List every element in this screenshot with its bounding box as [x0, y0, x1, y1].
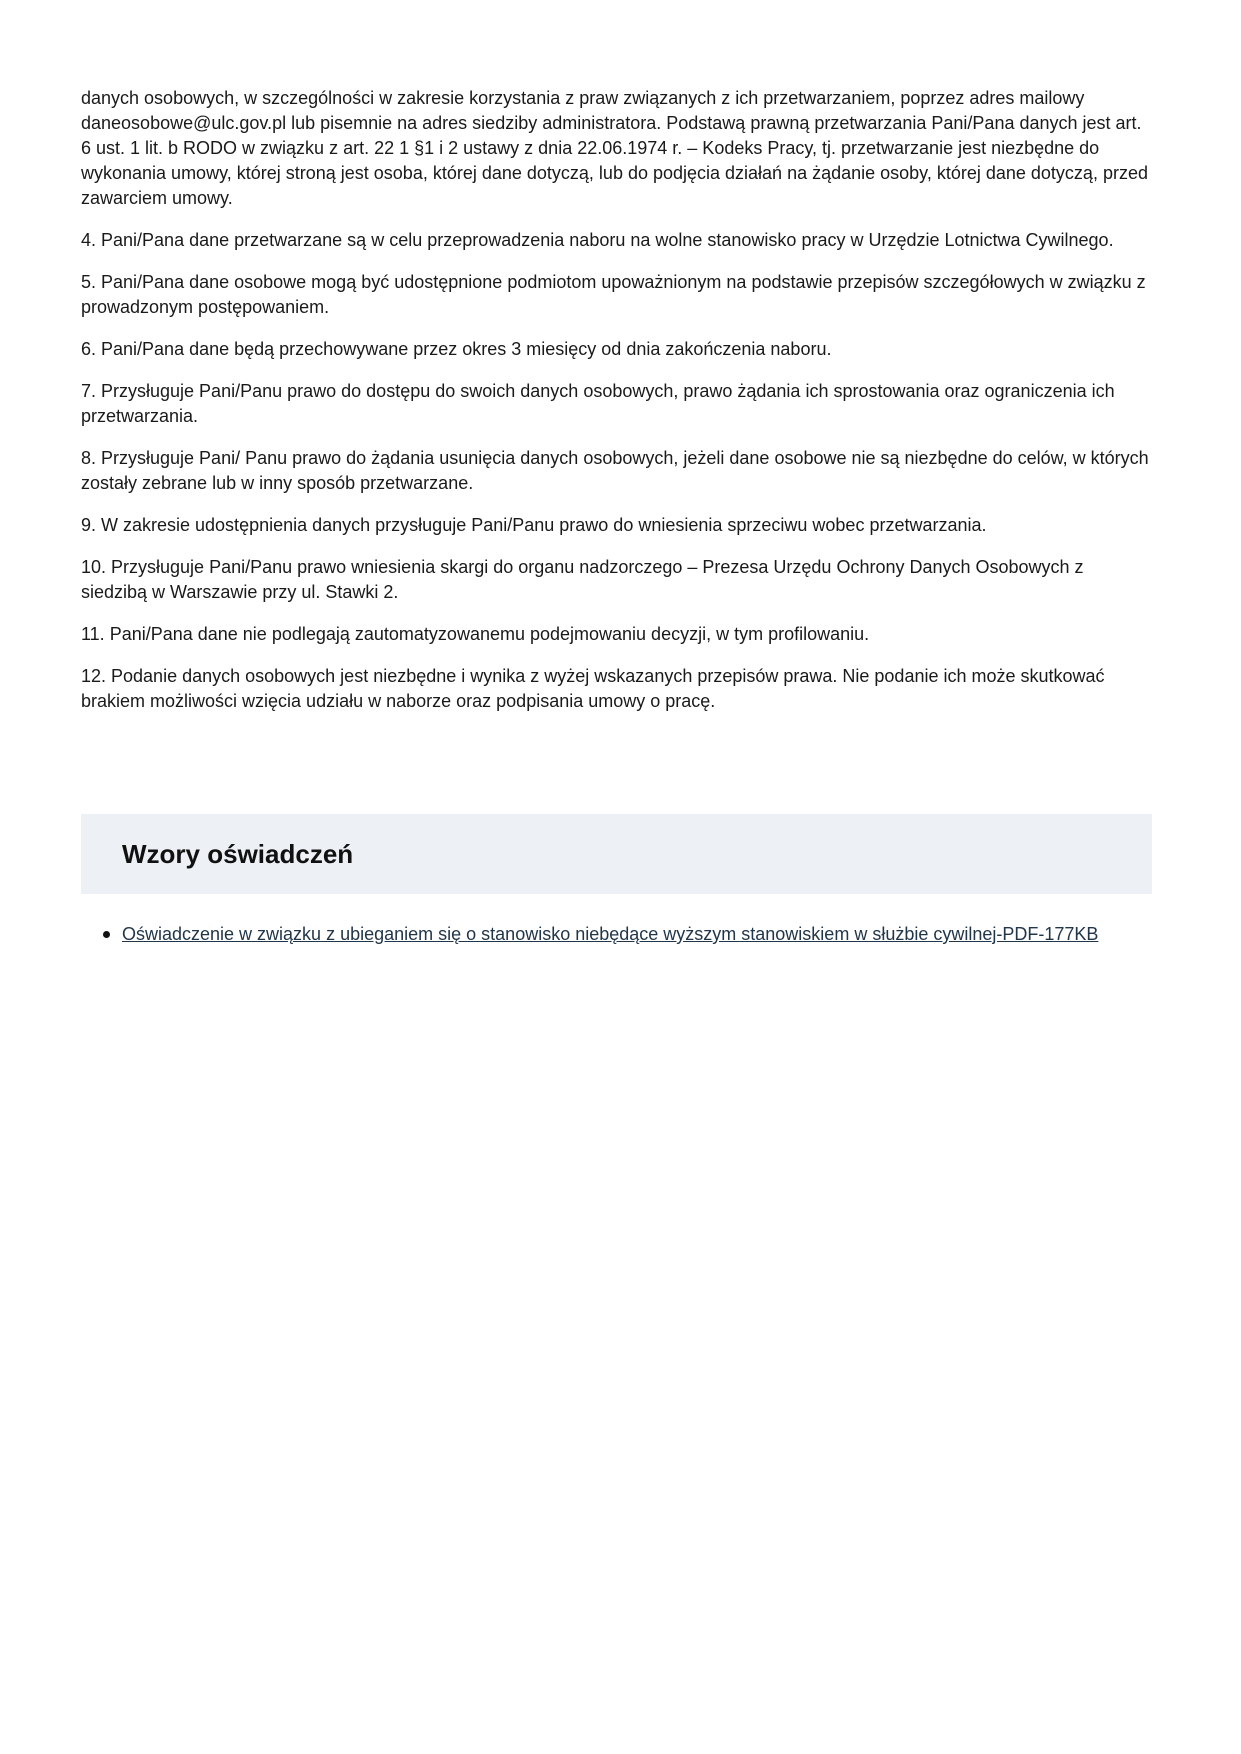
rodo-paragraph-4: 4. Pani/Pana dane przetwarzane są w celu przeprowadzenia naboru na wolne stanowisko pracy w Urzędzie Lotnictwa Cywilnego. — [81, 230, 1114, 250]
section-header-band — [81, 814, 1152, 894]
document-content — [81, 0, 1152, 947]
rodo-paragraph-8: 8. Przysługuje Pani/ Panu prawo do żądania usunięcia danych osobowych, jeżeli dane osobowe nie są niezbędne do celów, w których zostały zebrane lub w inny sposób przetwarzane. — [81, 448, 1149, 493]
rodo-paragraph-6: 6. Pani/Pana dane będą przechowywane przez okres 3 miesięcy od dnia zakończenia naboru. — [81, 339, 832, 359]
attachments-list — [81, 922, 1152, 947]
list-item — [122, 922, 1152, 947]
rodo-paragraph-12: 12. Podanie danych osobowych jest niezbędne i wynika z wyżej wskazanych przepisów prawa. Nie podanie ich może skutkować brakiem możliwości wzięcia udziału w naborze oraz podpisania umowy o pracę. — [81, 666, 1105, 711]
rodo-paragraph-5: 5. Pani/Pana dane osobowe mogą być udostępnione podmiotom upoważnionym na podstawie przepisów szczegółowych w związku z prowadzonym postępowaniem. — [81, 272, 1146, 317]
section-title: Wzory oświadczeń — [122, 838, 354, 869]
rodo-paragraph-intro: danych osobowych, w szczególności w zakresie korzystania z praw związanych z ich przetwarzaniem, poprzez adres mailowy daneosobowe@ulc.gov.pl lub pisemnie na adres siedziby administratora. Podstawą prawną przetwarzania Pani/Pana danych jest art. 6 ust. 1 lit. b RODO w związku z art. 22 1 §1 i 2 ustawy z dnia 22.06.1974 r. – Kodeks Pracy, tj. przetwarzanie jest niezbędne do wykonania umowy, której stroną jest osoba, której dane dotyczą, lub do podjęcia działań na żądanie osoby, której dane dotyczą, przed zawarciem umowy. — [81, 88, 1148, 208]
rodo-paragraph-10: 10. Przysługuje Pani/Panu prawo wniesienia skargi do organu nadzorczego – Prezesa Urzędu Ochrony Danych Osobowych z siedzibą w Warszawie przy ul. Stawki 2. — [81, 557, 1084, 602]
rodo-paragraph-11: 11. Pani/Pana dane nie podlegają zautomatyzowanemu podejmowaniu decyzji, w tym profilowaniu. — [81, 624, 870, 644]
attachment-pdf-link[interactable]: Oświadczenie w związku z ubieganiem się o stanowisko niebędące wyższym stanowiskiem w służbie cywilnej-PDF-177KB — [122, 924, 1099, 944]
rodo-paragraph-9: 9. W zakresie udostępnienia danych przysługuje Pani/Panu prawo do wniesienia sprzeciwu wobec przetwarzania. — [81, 515, 987, 535]
rodo-paragraph-7: 7. Przysługuje Pani/Panu prawo do dostępu do swoich danych osobowych, prawo żądania ich sprostowania oraz ograniczenia ich przetwarzania. — [81, 381, 1115, 426]
